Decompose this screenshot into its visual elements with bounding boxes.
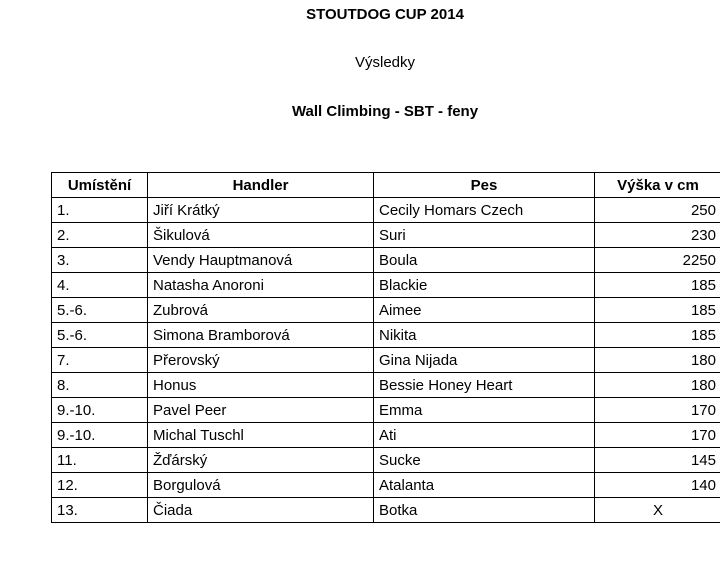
placement-cell: 1. <box>52 198 148 223</box>
column-header-dog: Pes <box>374 173 595 198</box>
table-row <box>52 498 720 523</box>
height-cell: 185 <box>595 323 720 348</box>
handler-cell: Natasha Anoroni <box>148 273 374 298</box>
dog-cell: Boula <box>374 248 595 273</box>
table-row <box>52 223 720 248</box>
handler-cell: Jiří Krátký <box>148 198 374 223</box>
handler-cell: Žďárský <box>148 448 374 473</box>
height-cell: 180 <box>595 348 720 373</box>
dog-cell: Cecily Homars Czech <box>374 198 595 223</box>
placement-cell: 5.-6. <box>52 323 148 348</box>
document-subtitle: Výsledky <box>354 54 416 71</box>
table-row <box>52 198 720 223</box>
handler-cell: Honus <box>148 373 374 398</box>
handler-cell: Pavel Peer <box>148 398 374 423</box>
height-cell: 230 <box>595 223 720 248</box>
handler-cell: Šikulová <box>148 223 374 248</box>
column-header-height: Výška v cm <box>595 173 720 198</box>
document-title: STOUTDOG CUP 2014 <box>306 6 464 23</box>
placement-cell: 8. <box>52 373 148 398</box>
dog-cell: Gina Nijada <box>374 348 595 373</box>
dog-cell: Atalanta <box>374 473 595 498</box>
dog-cell: Emma <box>374 398 595 423</box>
height-cell: 180 <box>595 373 720 398</box>
height-cell: 170 <box>595 398 720 423</box>
handler-cell: Čiada <box>148 498 374 523</box>
column-header-placement: Umístění <box>52 173 148 198</box>
handler-cell: Vendy Hauptmanová <box>148 248 374 273</box>
dog-cell: Bessie Honey Heart <box>374 373 595 398</box>
placement-cell: 5.-6. <box>52 298 148 323</box>
table-row <box>52 273 720 298</box>
table-row <box>52 373 720 398</box>
results-table <box>51 172 720 523</box>
dog-cell: Aimee <box>374 298 595 323</box>
height-cell: 140 <box>595 473 720 498</box>
placement-cell: 3. <box>52 248 148 273</box>
placement-cell: 11. <box>52 448 148 473</box>
height-cell: X <box>595 498 720 523</box>
table-row <box>52 473 720 498</box>
placement-cell: 13. <box>52 498 148 523</box>
handler-cell: Borgulová <box>148 473 374 498</box>
table-row <box>52 323 720 348</box>
placement-cell: 9.-10. <box>52 423 148 448</box>
placement-cell: 7. <box>52 348 148 373</box>
results-table-header <box>52 173 720 198</box>
placement-cell: 9.-10. <box>52 398 148 423</box>
height-cell: 145 <box>595 448 720 473</box>
dog-cell: Nikita <box>374 323 595 348</box>
dog-cell: Sucke <box>374 448 595 473</box>
placement-cell: 2. <box>52 223 148 248</box>
handler-cell: Zubrová <box>148 298 374 323</box>
height-cell: 170 <box>595 423 720 448</box>
height-cell: 250 <box>595 198 720 223</box>
dog-cell: Suri <box>374 223 595 248</box>
table-row <box>52 423 720 448</box>
height-cell: 2250 <box>595 248 720 273</box>
dog-cell: Ati <box>374 423 595 448</box>
handler-cell: Simona Bramborová <box>148 323 374 348</box>
dog-cell: Blackie <box>374 273 595 298</box>
dog-cell: Botka <box>374 498 595 523</box>
placement-cell: 4. <box>52 273 148 298</box>
height-cell: 185 <box>595 298 720 323</box>
table-row <box>52 448 720 473</box>
column-header-handler: Handler <box>148 173 374 198</box>
handler-cell: Přerovský <box>148 348 374 373</box>
handler-cell: Michal Tuschl <box>148 423 374 448</box>
table-row <box>52 298 720 323</box>
table-row <box>52 348 720 373</box>
results-table-body <box>52 198 720 523</box>
table-row <box>52 248 720 273</box>
placement-cell: 12. <box>52 473 148 498</box>
header-row <box>52 173 720 198</box>
table-row <box>52 398 720 423</box>
category-heading: Wall Climbing - SBT - feny <box>291 103 479 120</box>
height-cell: 185 <box>595 273 720 298</box>
